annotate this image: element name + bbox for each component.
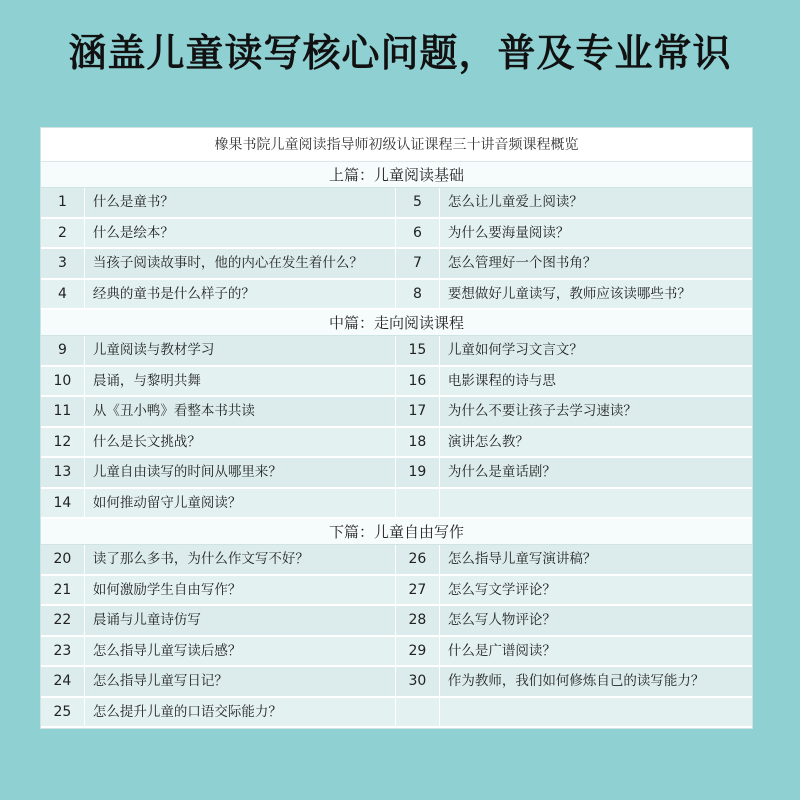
lecture-title-right: 为什么不要让孩子去学习速读？ <box>440 397 752 426</box>
lecture-number-left: 22 <box>41 606 85 635</box>
lecture-number-right: 7 <box>396 249 440 278</box>
lecture-title-left: 当孩子阅读故事时，他的内心在发生着什么？ <box>85 249 396 278</box>
lecture-title-right: 怎么让儿童爱上阅读？ <box>440 188 752 217</box>
lecture-number-left: 13 <box>41 458 85 487</box>
table-row <box>41 576 752 607</box>
lecture-title-left: 怎么指导儿童写读后感？ <box>85 637 396 666</box>
lecture-title-left: 读了那么多书，为什么作文写不好？ <box>85 545 396 574</box>
lecture-number-right: 26 <box>396 545 440 574</box>
lecture-number-right: 5 <box>396 188 440 217</box>
table-row <box>41 489 752 520</box>
lecture-number-right: 16 <box>396 367 440 396</box>
lecture-number-right: 19 <box>396 458 440 487</box>
section-title: 下篇：儿童自由写作 <box>41 519 752 545</box>
lecture-title-right: 怎么写文学评论？ <box>440 576 752 605</box>
lecture-title-right: 儿童如何学习文言文？ <box>440 336 752 365</box>
lecture-number-right: 6 <box>396 219 440 248</box>
section-title: 上篇：儿童阅读基础 <box>41 162 752 188</box>
table-row <box>41 336 752 367</box>
lecture-title-left: 如何激励学生自由写作？ <box>85 576 396 605</box>
lecture-number-right: 30 <box>396 667 440 696</box>
lecture-title-left: 晨诵与儿童诗仿写 <box>85 606 396 635</box>
lecture-title-left: 什么是童书？ <box>85 188 396 217</box>
lecture-title-right: 怎么指导儿童写演讲稿？ <box>440 545 752 574</box>
lecture-title-right: 什么是广谱阅读？ <box>440 637 752 666</box>
lecture-number-right: 17 <box>396 397 440 426</box>
table-caption: 橡果书院儿童阅读指导师初级认证课程三十讲音频课程概览 <box>41 128 752 162</box>
lecture-number-left: 21 <box>41 576 85 605</box>
lecture-title-right: 怎么管理好一个图书角？ <box>440 249 752 278</box>
lecture-title-right <box>440 489 752 518</box>
lecture-title-left: 经典的童书是什么样子的？ <box>85 280 396 309</box>
lecture-title-left: 什么是长文挑战？ <box>85 428 396 457</box>
lecture-number-left: 23 <box>41 637 85 666</box>
lecture-number-right: 27 <box>396 576 440 605</box>
page-headline: 涵盖儿童读写核心问题，普及专业常识 <box>68 30 732 75</box>
lecture-title-left: 怎么指导儿童写日记？ <box>85 667 396 696</box>
lecture-title-left: 晨诵，与黎明共舞 <box>85 367 396 396</box>
lecture-title-left: 儿童阅读与教材学习 <box>85 336 396 365</box>
lecture-number-left: 10 <box>41 367 85 396</box>
table-row <box>41 458 752 489</box>
lecture-number-right: 8 <box>396 280 440 309</box>
lecture-number-left: 3 <box>41 249 85 278</box>
table-row <box>41 428 752 459</box>
table-row <box>41 188 752 219</box>
table-row <box>41 637 752 668</box>
lecture-title-right <box>440 698 752 727</box>
lecture-number-left: 9 <box>41 336 85 365</box>
table-row <box>41 667 752 698</box>
lecture-title-right: 演讲怎么教？ <box>440 428 752 457</box>
lecture-title-left: 如何推动留守儿童阅读？ <box>85 489 396 518</box>
table-row <box>41 249 752 280</box>
lecture-number-right: 18 <box>396 428 440 457</box>
lecture-title-right: 作为教师，我们如何修炼自己的读写能力？ <box>440 667 752 696</box>
lecture-title-left: 儿童自由读写的时间从哪里来？ <box>85 458 396 487</box>
lecture-number-left: 12 <box>41 428 85 457</box>
lecture-number-right: 15 <box>396 336 440 365</box>
table-row <box>41 367 752 398</box>
lecture-number-left: 20 <box>41 545 85 574</box>
lecture-title-right: 怎么写人物评论？ <box>440 606 752 635</box>
table-row <box>41 545 752 576</box>
lecture-number-left: 4 <box>41 280 85 309</box>
course-table <box>40 127 753 729</box>
table-body <box>41 162 752 728</box>
lecture-number-left: 11 <box>41 397 85 426</box>
table-row <box>41 698 752 729</box>
lecture-title-right: 要想做好儿童读写，教师应该读哪些书？ <box>440 280 752 309</box>
lecture-title-right: 为什么是童话剧？ <box>440 458 752 487</box>
lecture-number-left: 2 <box>41 219 85 248</box>
lecture-number-left: 1 <box>41 188 85 217</box>
lecture-title-left: 什么是绘本？ <box>85 219 396 248</box>
lecture-title-right: 电影课程的诗与思 <box>440 367 752 396</box>
lecture-number-right <box>396 698 440 727</box>
lecture-title-left: 怎么提升儿童的口语交际能力？ <box>85 698 396 727</box>
lecture-title-left: 从《丑小鸭》看整本书共读 <box>85 397 396 426</box>
lecture-title-right: 为什么要海量阅读？ <box>440 219 752 248</box>
table-row <box>41 397 752 428</box>
table-row <box>41 606 752 637</box>
lecture-number-left: 25 <box>41 698 85 727</box>
lecture-number-left: 24 <box>41 667 85 696</box>
section-title: 中篇：走向阅读课程 <box>41 310 752 336</box>
lecture-number-right: 28 <box>396 606 440 635</box>
table-row <box>41 280 752 311</box>
table-row <box>41 219 752 250</box>
lecture-number-right: 29 <box>396 637 440 666</box>
lecture-number-right <box>396 489 440 518</box>
lecture-number-left: 14 <box>41 489 85 518</box>
